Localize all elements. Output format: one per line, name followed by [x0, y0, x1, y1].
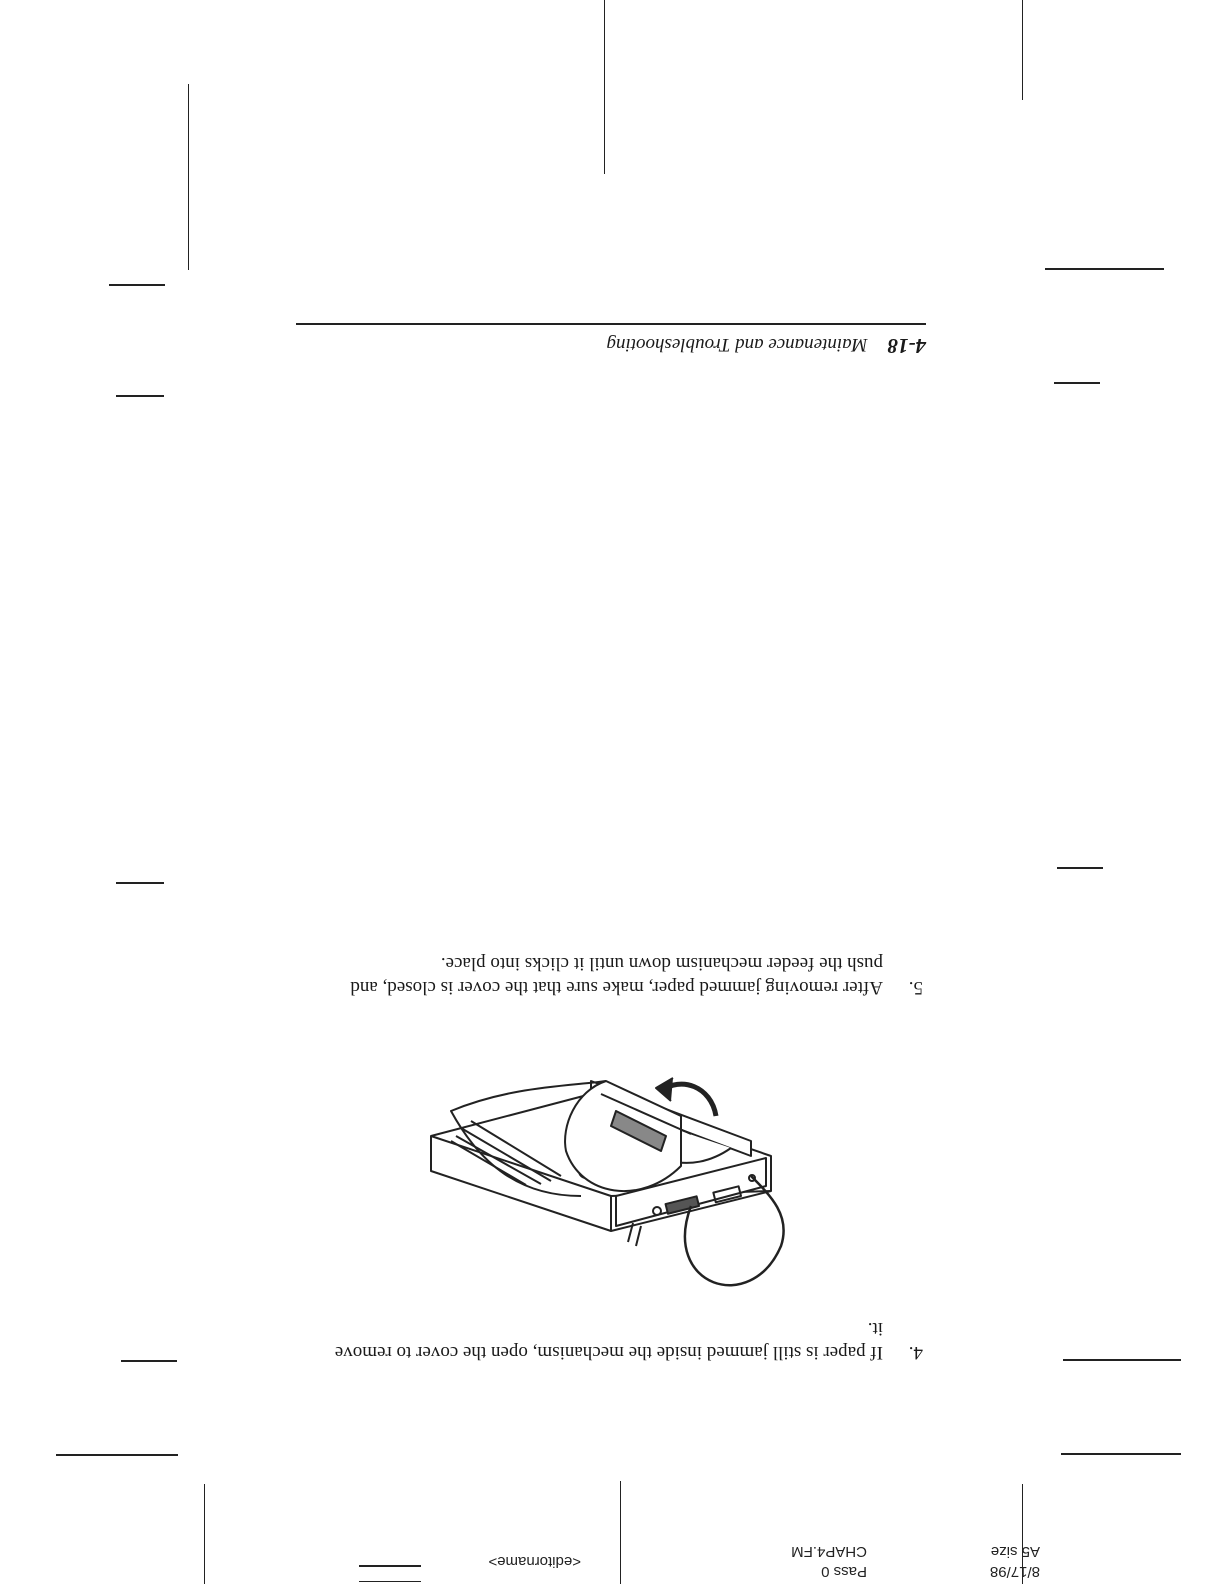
crop-mark	[1054, 382, 1100, 384]
crop-mark	[56, 1454, 178, 1456]
slug-file: CHAP4.FM	[791, 1543, 867, 1560]
slug-rule	[359, 1581, 421, 1582]
crop-mark	[116, 882, 164, 884]
crop-mark	[188, 84, 189, 270]
page-number: 4-18	[887, 334, 926, 358]
crop-mark	[1057, 867, 1103, 869]
step-text: After removing jammed paper, make sure that the cover is closed, and push the feeder mechanism down until it clicks into place.	[350, 953, 883, 998]
crop-mark	[1022, 0, 1023, 100]
slug-file-pass	[791, 1541, 867, 1581]
crop-mark	[1063, 1359, 1181, 1361]
crop-mark	[604, 0, 605, 174]
header-rule	[296, 323, 926, 325]
slug-pass: Pass 0	[821, 1563, 867, 1580]
slug-editor: <editorname>	[488, 1553, 581, 1570]
slug-date-size	[990, 1541, 1040, 1581]
crop-mark	[116, 395, 164, 397]
step-5	[283, 951, 923, 999]
slug-rule	[359, 1565, 421, 1567]
step-4	[283, 1316, 923, 1364]
crop-mark	[121, 1360, 177, 1362]
crop-mark	[620, 1481, 621, 1584]
crop-mark	[1045, 268, 1164, 270]
step-text: If paper is still jammed inside the mechanism, open the cover to remove it.	[334, 1318, 883, 1363]
crop-mark	[1061, 1453, 1181, 1455]
crop-mark	[109, 284, 165, 286]
crop-mark	[204, 1484, 205, 1584]
step-number: 4.	[908, 1342, 923, 1363]
running-header	[296, 323, 926, 358]
slug-size: A5 size	[990, 1543, 1040, 1560]
step-number: 5.	[908, 977, 923, 998]
slug-date: 8/17/98	[989, 1563, 1040, 1580]
page-title: Maintenance and Troubleshooting	[606, 334, 868, 355]
printer-feeder-cover-open-illustration	[391, 1066, 811, 1326]
